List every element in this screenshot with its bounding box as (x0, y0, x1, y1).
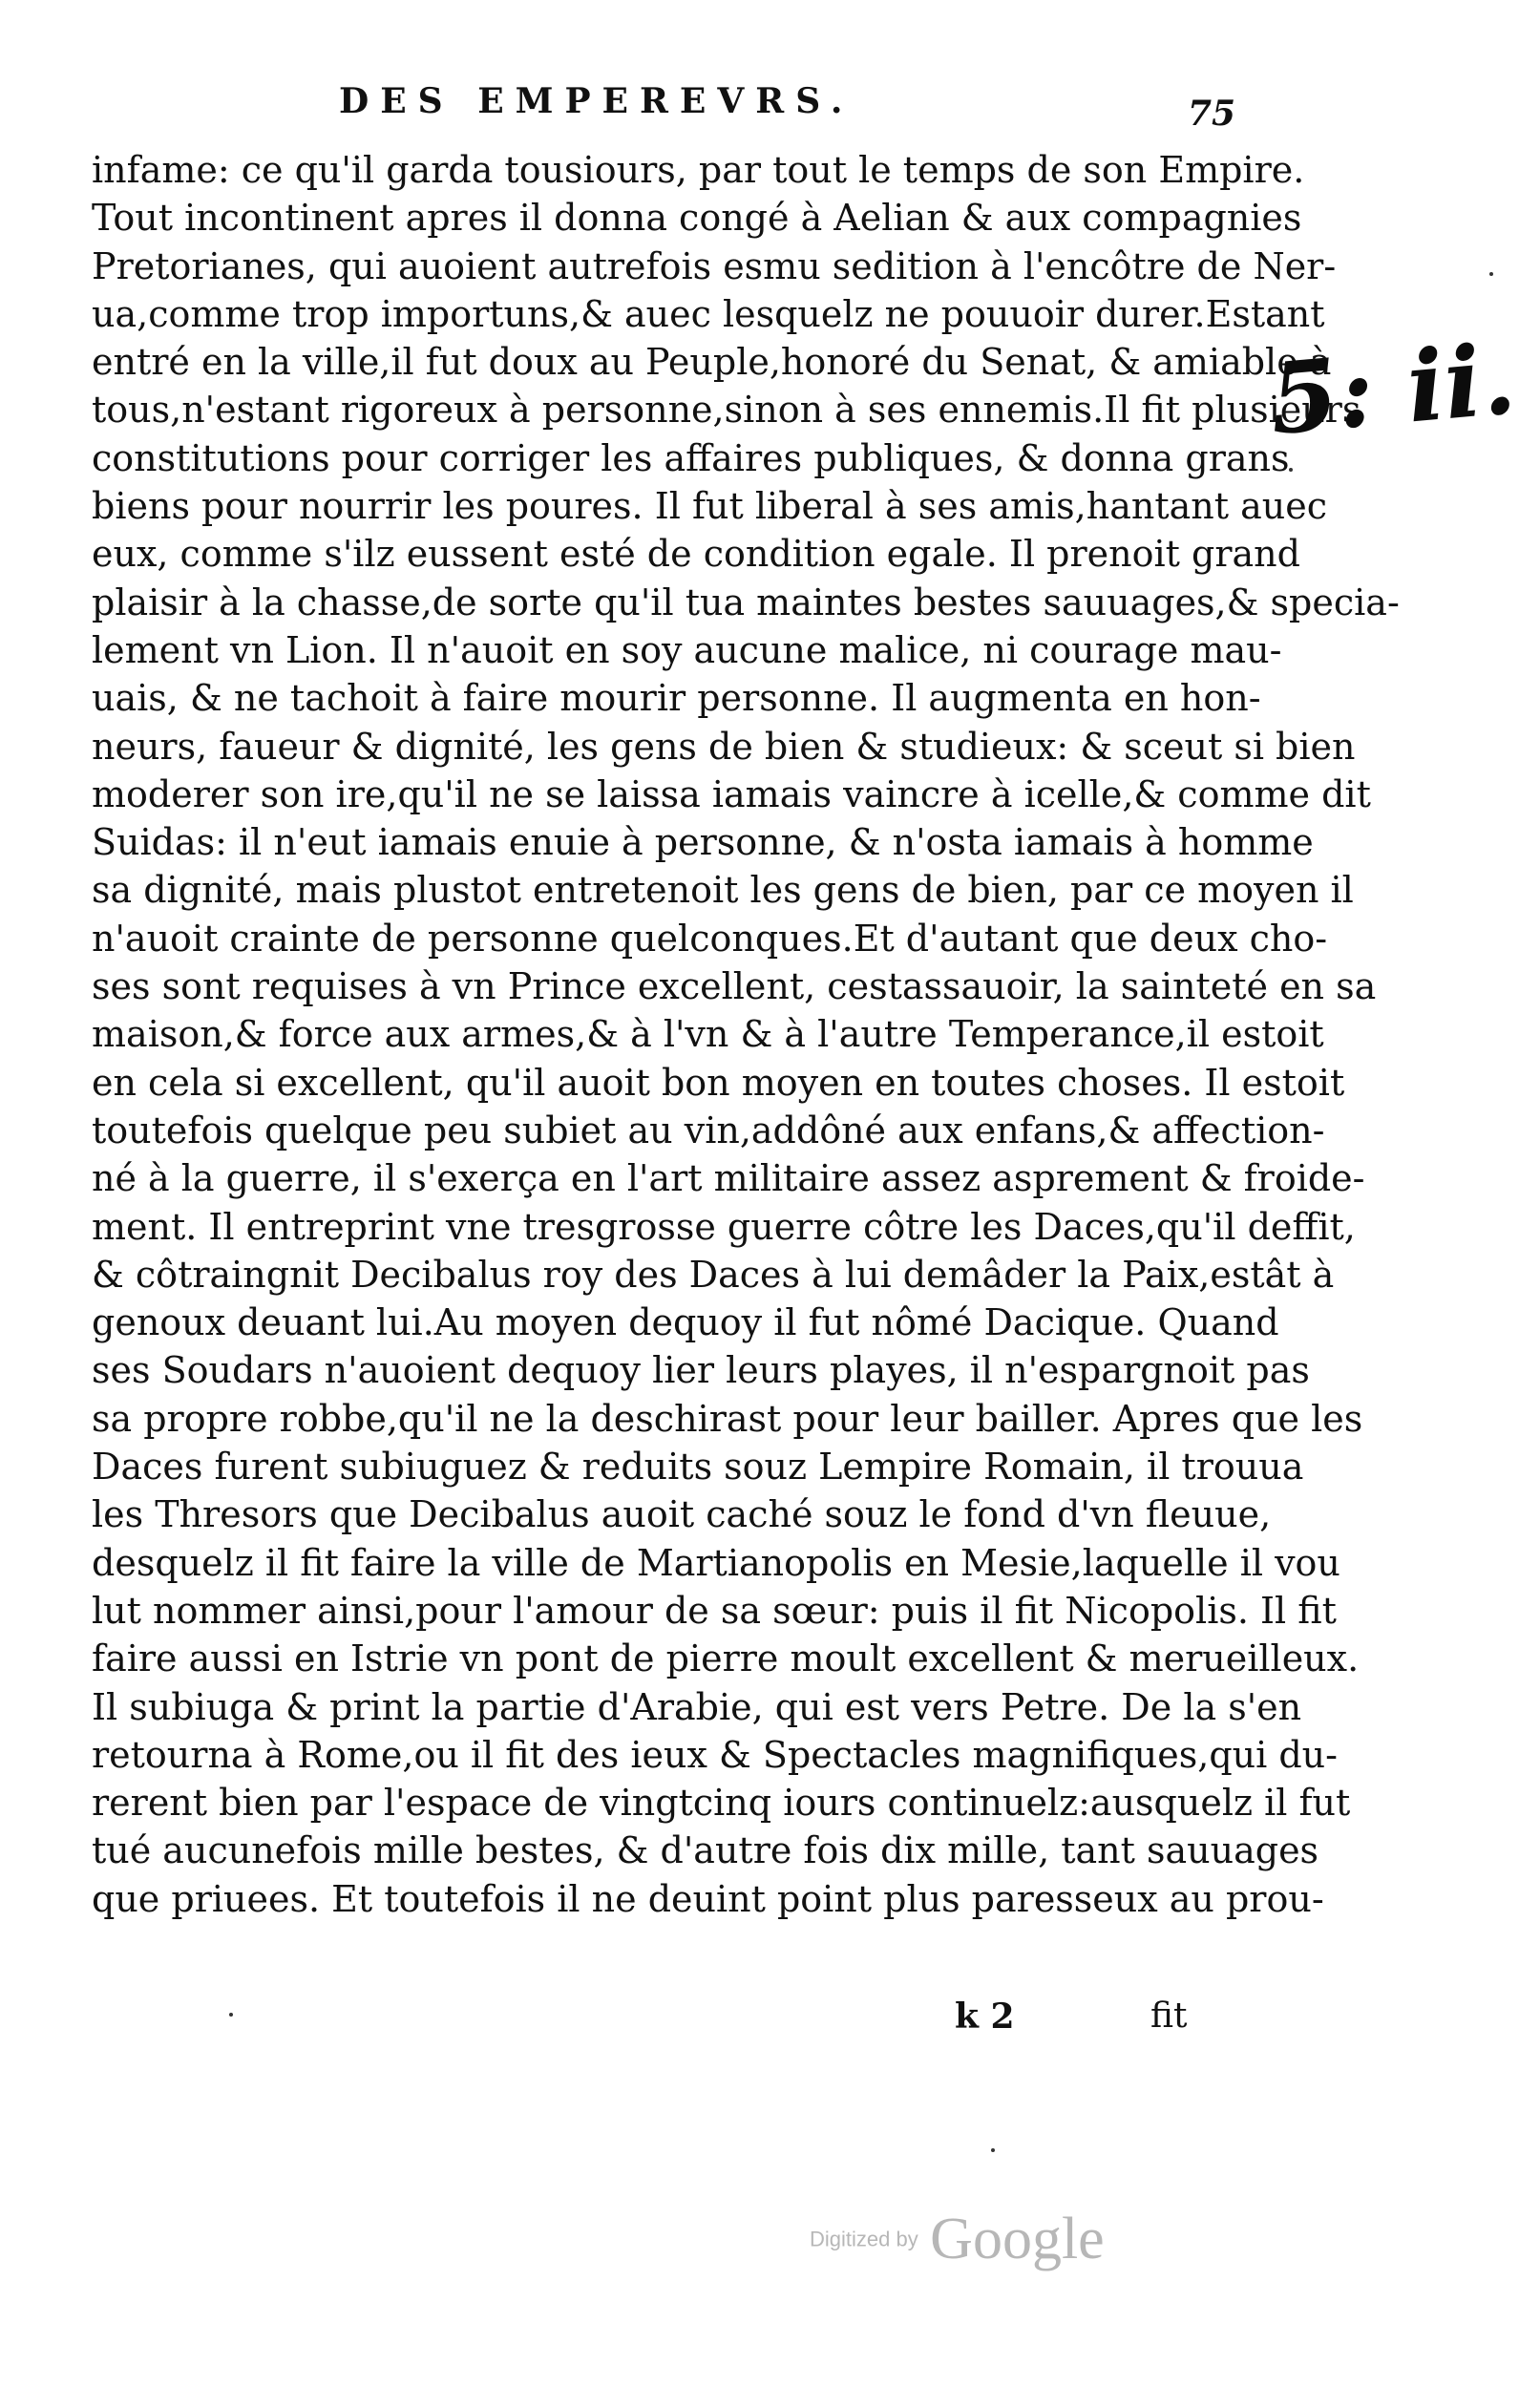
margin-annotation: 5: ii. (1265, 322, 1520, 457)
catchword: fit (1150, 1996, 1188, 2036)
text-line: rerent bien par l'espace de vingtcinq iours continuelz:ausquelz il fut (92, 1782, 1351, 1825)
text-line: faire aussi en Istrie vn pont de pierre moult excellent & merueilleux. (92, 1637, 1360, 1680)
watermark-prefix: Digitized by (810, 2227, 918, 2251)
text-line: Daces furent subiuguez & reduits souz Lempire Romain, il trouua (92, 1446, 1304, 1489)
text-line: toutefois quelque peu subiet au vin,addôné aux enfans,& affection- (92, 1109, 1325, 1151)
ink-speck (991, 2148, 995, 2152)
text-line: neurs, faueur & dignité, les gens de bien & studieux: & sceut si bien (92, 725, 1356, 768)
text-line: plaisir à la chasse,de sorte qu'il tua maintes bestes sauuages,& specia- (92, 581, 1400, 623)
text-line: Tout incontinent apres il donna congé à Aelian & aux compagnies (92, 197, 1302, 240)
text-line: sa propre robbe,qu'il ne la deschirast pour leur bailler. Apres que les (92, 1397, 1363, 1440)
text-line: biens pour nourrir les poures. Il fut liberal à ses amis,hantant auec (92, 485, 1327, 528)
text-line: né à la guerre, il s'exerça en l'art militaire assez asprement & froide- (92, 1157, 1365, 1200)
text-line: infame: ce qu'il garda tousiours, par tout le temps de son Empire. (92, 149, 1305, 191)
text-line: ment. Il entreprint vne tresgrosse guerre côtre les Daces,qu'il deffit, (92, 1205, 1356, 1248)
page-number: 75 (1188, 94, 1236, 134)
text-line: lement vn Lion. Il n'auoit en soy aucune malice, ni courage mau- (92, 628, 1282, 671)
text-line: ses Soudars n'auoient dequoy lier leurs playes, il n'espargnoit pas (92, 1349, 1310, 1392)
text-line: constitutions pour corriger les affaires publiques, & donna grans (92, 436, 1290, 479)
text-line: ua,comme trop importuns,& auec lesquelz ne pouuoir durer.Estant (92, 292, 1325, 335)
text-line: genoux deuant lui.Au moyen dequoy il fut nômé Dacique. Quand (92, 1301, 1279, 1344)
ink-speck (229, 2013, 233, 2017)
text-line: que priuees. Et toutefois il ne deuint point plus paresseux au prou- (92, 1877, 1324, 1920)
google-logo: Google (930, 2207, 1105, 2271)
text-line: uais, & ne tachoit à faire mourir personne. Il augmenta en hon- (92, 677, 1261, 720)
text-line: Pretorianes, qui auoient autrefois esmu sedition à l'encôtre de Ner- (92, 244, 1337, 287)
text-line: & côtraingnit Decibalus roy des Daces à lui demâder la Paix,estât à (92, 1253, 1335, 1296)
text-line: en cela si excellent, qu'il auoit bon moyen en toutes choses. Il estoit (92, 1061, 1345, 1104)
text-line: les Thresors que Decibalus auoit caché souz le fond d'vn fleuue, (92, 1493, 1272, 1536)
text-line: sa dignité, mais plustot entretenoit les gens de bien, par ce moyen il (92, 869, 1354, 912)
ink-speck (1289, 468, 1293, 472)
text-line: tué aucunefois mille bestes, & d'autre fois dix mille, tant sauuages (92, 1829, 1319, 1872)
text-line: ses sont requises à vn Prince excellent, cestassauoir, la sainteté en sa (92, 965, 1377, 1008)
signature-mark: k 2 (955, 1996, 1015, 2037)
text-line: Suidas: il n'eut iamais enuie à personne, & n'osta iamais à homme (92, 821, 1314, 864)
text-line: n'auoit crainte de personne quelconques.Et d'autant que deux cho- (92, 917, 1328, 960)
text-line: moderer son ire,qu'il ne se laissa iamais vaincre à icelle,& comme dit (92, 772, 1371, 815)
text-line: desquelz il fit faire la ville de Martianopolis en Mesie,laquelle il vou (92, 1541, 1340, 1584)
ink-speck (1489, 272, 1493, 276)
text-line: maison,& force aux armes,& à l'vn & à l'autre Temperance,il estoit (92, 1013, 1324, 1056)
text-line: tous,n'estant rigoreux à personne,sinon à ses ennemis.Il fit plusieurs (92, 389, 1361, 432)
text-line: eux, comme s'ilz eussent esté de condition egale. Il prenoit grand (92, 533, 1300, 576)
text-line: entré en la ville,il fut doux au Peuple,honoré du Senat, & amiable à (92, 341, 1332, 384)
digitized-watermark (810, 2206, 1105, 2273)
text-line: retourna à Rome,ou il fit des ieux & Spectacles magnifiques,qui du- (92, 1733, 1338, 1776)
text-line: Il subiuga & print la partie d'Arabie, qui est vers Petre. De la s'en (92, 1685, 1302, 1728)
text-line: lut nommer ainsi,pour l'amour de sa sœur: puis il fit Nicopolis. Il fit (92, 1589, 1337, 1632)
running-header: DES EMPEREVRS. (339, 81, 854, 121)
